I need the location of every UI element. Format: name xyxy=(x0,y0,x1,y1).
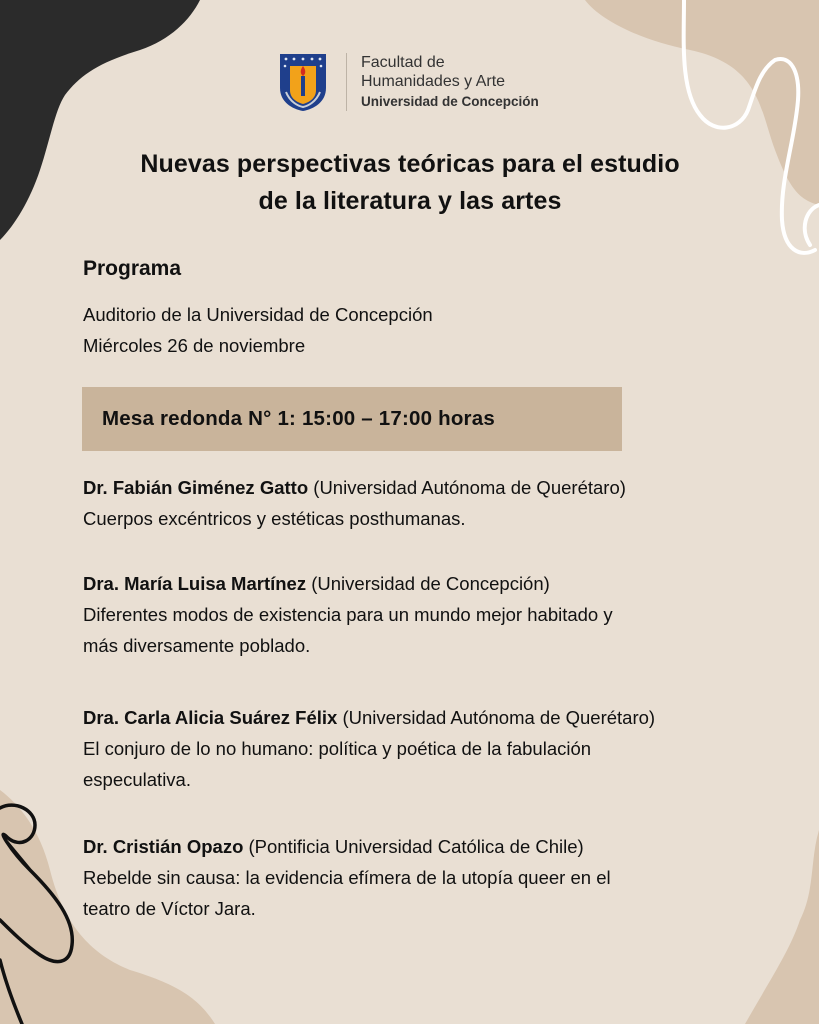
talk-topic-line1: Diferentes modos de existencia para un mundo mejor habitado y xyxy=(83,604,613,625)
event-date: Miércoles 26 de noviembre xyxy=(83,335,306,356)
event-title-line2: de la literatura y las artes xyxy=(258,187,562,215)
speaker-affiliation: (Pontificia Universidad Católica de Chile) xyxy=(243,836,584,857)
speaker-name: Dr. Cristián Opazo xyxy=(83,836,244,857)
talk-topic-line1: Rebelde sin causa: la evidencia efímera de la utopía queer en el xyxy=(83,867,611,888)
program-details xyxy=(83,299,433,361)
session-banner xyxy=(82,387,622,451)
talk-item xyxy=(83,831,783,924)
event-title xyxy=(60,146,760,220)
talk-topic-line2: especulativa. xyxy=(83,769,191,790)
talk-topic-line2: más diversamente poblado. xyxy=(83,635,311,656)
talk-item xyxy=(83,568,783,661)
program-heading: Programa xyxy=(83,257,182,280)
venue: Auditorio de la Universidad de Concepción xyxy=(83,304,433,325)
talk-topic-line1: Cuerpos excéntricos y estéticas posthumanas. xyxy=(83,508,466,529)
speaker-name: Dra. María Luisa Martínez xyxy=(83,573,307,594)
session-label: Mesa redonda N° 1: 15:00 – 17:00 horas xyxy=(102,407,495,430)
speaker-affiliation: (Universidad Autónoma de Querétaro) xyxy=(308,477,626,498)
speaker-name: Dra. Carla Alicia Suárez Félix xyxy=(83,707,338,728)
talk-topic-line1: El conjuro de lo no humano: política y poética de la fabulación xyxy=(83,738,592,759)
speaker-affiliation: (Universidad Autónoma de Querétaro) xyxy=(337,707,656,728)
talk-item xyxy=(83,472,783,534)
talk-item xyxy=(83,702,783,795)
talk-topic-line2: teatro de Víctor Jara. xyxy=(83,898,256,919)
university-name: Universidad de Concepción xyxy=(361,94,539,109)
faculty-name-line1: Facultad de xyxy=(361,54,445,71)
logo-divider xyxy=(346,53,347,111)
event-title-line1: Nuevas perspectivas teóricas para el estudio xyxy=(140,150,680,178)
speaker-affiliation: (Universidad de Concepción) xyxy=(306,573,550,594)
university-shield-icon xyxy=(278,52,328,112)
speaker-name: Dr. Fabián Giménez Gatto xyxy=(83,477,309,498)
faculty-logo xyxy=(278,52,539,112)
faculty-name-line2: Humanidades y Arte xyxy=(361,73,506,90)
